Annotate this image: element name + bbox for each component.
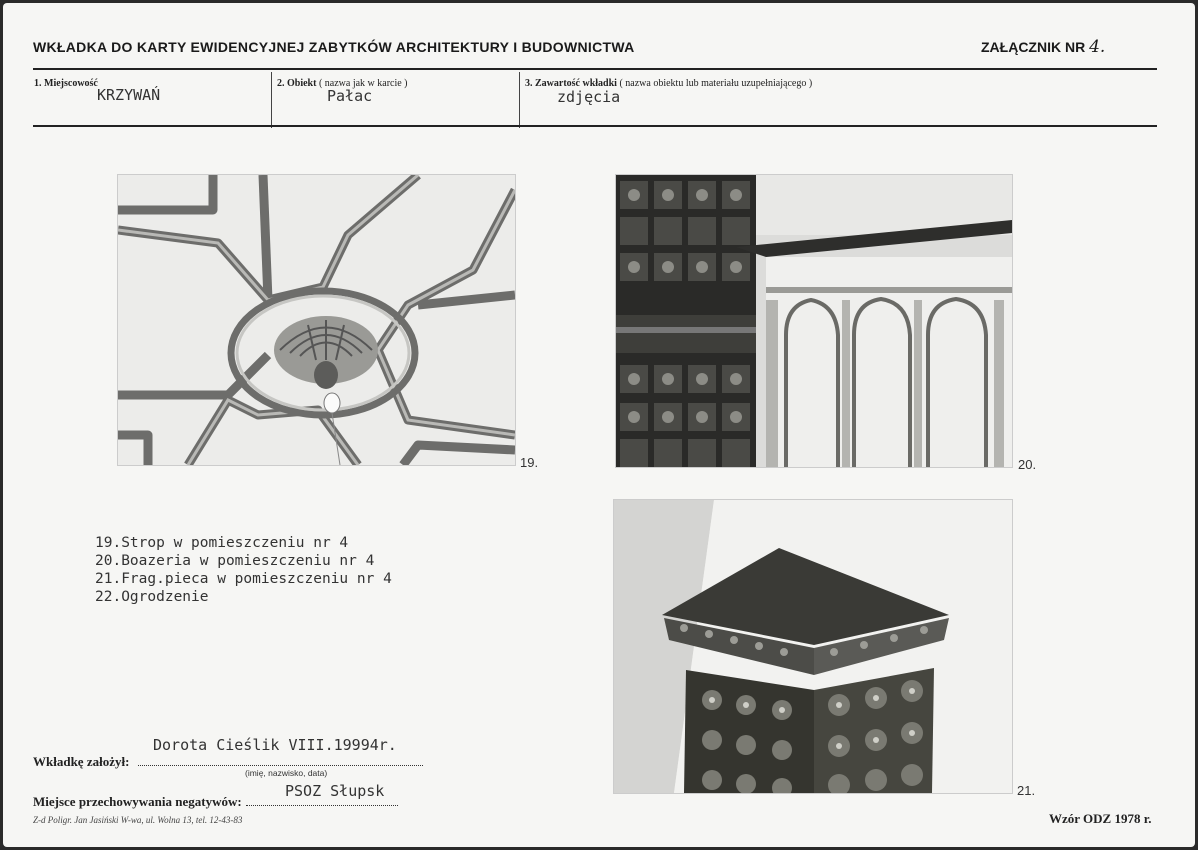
annex-number: 4. xyxy=(1089,37,1106,57)
stove-image xyxy=(614,500,1012,793)
content-label-text: 3. Zawartość wkładki xyxy=(525,78,617,89)
photo-number-21: 21. xyxy=(1017,783,1036,798)
photo-number-20: 20. xyxy=(1018,457,1037,472)
object-label-text: 2. Obiekt xyxy=(277,78,317,89)
panelling-image xyxy=(616,175,1012,467)
locality-value: KRZYWAŃ xyxy=(97,86,161,104)
author-dotted-line xyxy=(138,765,423,766)
storage-label: Miejsce przechowywania negatywów: xyxy=(33,794,242,809)
caption-item: 20.Boazeria w pomieszczeniu nr 4 xyxy=(95,553,375,569)
object-hint: ( nazwa jak w karcie ) xyxy=(318,78,408,89)
locality-label: 1. Miejscowość xyxy=(34,78,98,89)
field-divider-1 xyxy=(271,72,272,128)
author-hint: (imię, nazwisko, data) xyxy=(245,768,328,778)
header-bottom-rule xyxy=(33,125,1157,127)
caption-item: 21.Frag.pieca w pomieszczeniu nr 4 xyxy=(95,571,392,587)
field-divider-2 xyxy=(519,72,520,128)
author-value: Dorota Cieślik VIII.19994r. xyxy=(153,736,397,754)
photo-stove xyxy=(613,499,1013,794)
storage-dotted-line xyxy=(246,805,398,806)
storage-value: PSOZ Słupsk xyxy=(285,782,385,800)
annex-label-text: ZAŁĄCZNIK NR xyxy=(981,39,1086,55)
header-top-rule xyxy=(33,68,1157,70)
photo-panelling xyxy=(615,174,1013,468)
caption-list xyxy=(95,534,392,606)
ceiling-image xyxy=(118,175,515,465)
caption-item: 19.Strop w pomieszczeniu nr 4 xyxy=(95,535,349,551)
photo-ceiling xyxy=(117,174,516,466)
form-code: Wzór ODZ 1978 r. xyxy=(1049,811,1152,826)
photo-number-19: 19. xyxy=(520,455,539,470)
content-value: zdjęcia xyxy=(557,88,621,106)
content-hint: ( nazwa obiektu lub materiału uzupełniającego ) xyxy=(619,78,813,89)
annex-label xyxy=(981,37,1105,57)
object-value: Pałac xyxy=(327,87,373,105)
author-label: Wkładkę założył: xyxy=(33,754,130,769)
printer-imprint: Z-d Poligr. Jan Jasiński W-wa, ul. Wolna 13, tel. 12-43-83 xyxy=(33,815,243,825)
form-title: WKŁADKA DO KARTY EWIDENCYJNEJ ZABYTKÓW ARCHITEKTURY I BUDOWNICTWA xyxy=(33,39,635,55)
form-sheet xyxy=(3,3,1195,847)
caption-item: 22.Ogrodzenie xyxy=(95,589,209,605)
